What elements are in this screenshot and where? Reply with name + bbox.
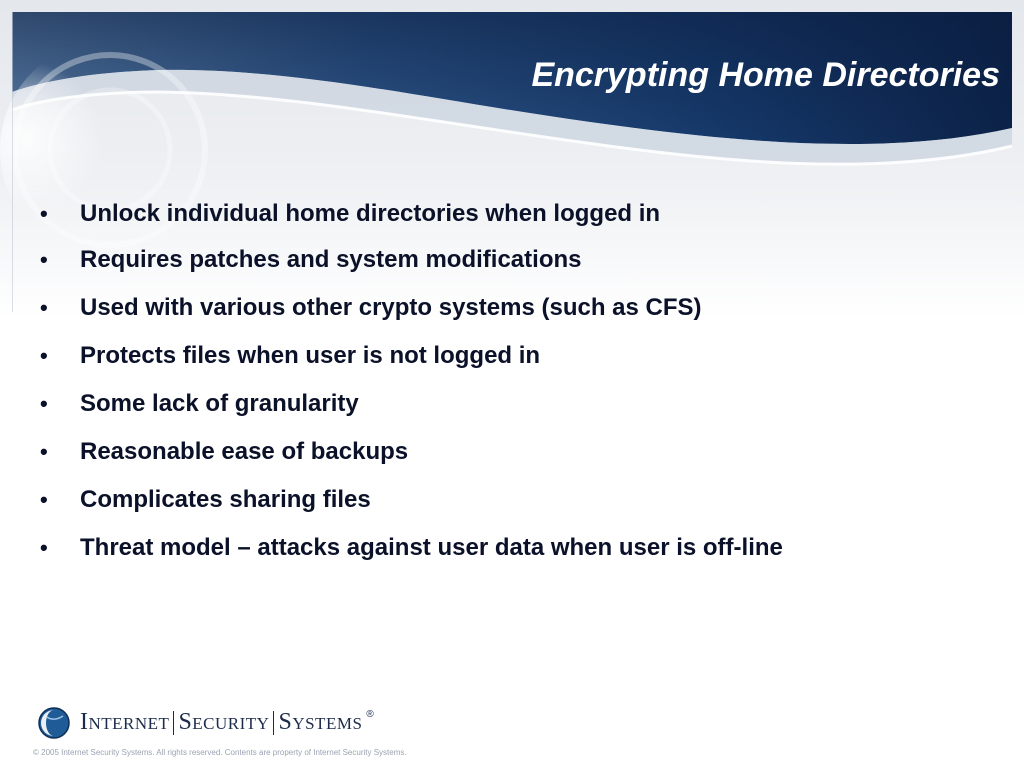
logo-word-internet: INTERNET — [80, 709, 170, 735]
list-item — [40, 342, 783, 390]
bullet-icon: • — [40, 487, 48, 512]
bullet-icon: • — [40, 535, 48, 560]
bullet-text: Protects files when user is not logged in — [80, 342, 541, 369]
bullet-icon: • — [40, 295, 48, 320]
slide-title: Encrypting Home Directories — [531, 56, 1000, 94]
iss-logo — [38, 705, 374, 741]
list-item — [40, 534, 783, 582]
list-item — [40, 200, 783, 246]
list-item — [40, 294, 783, 342]
bullet-text: Some lack of granularity — [80, 390, 359, 417]
bullet-text: Threat model – attacks against user data when user is off-line — [80, 534, 783, 561]
bullet-icon: • — [40, 247, 48, 272]
bullet-list — [40, 200, 783, 582]
registered-mark: ® — [366, 709, 374, 720]
bullet-icon: • — [40, 343, 48, 368]
bullet-text: Unlock individual home directories when logged in — [80, 200, 661, 227]
list-item — [40, 246, 783, 294]
bullet-icon: • — [40, 439, 48, 464]
list-item — [40, 486, 783, 534]
bullet-text: Complicates sharing files — [80, 486, 371, 513]
bullet-text: Requires patches and system modifications — [80, 246, 582, 273]
bullet-text: Used with various other crypto systems (such as CFS) — [80, 294, 702, 321]
bullet-text: Reasonable ease of backups — [80, 438, 409, 465]
iss-globe-icon — [38, 707, 70, 739]
copyright-notice: © 2005 Internet Security Systems. All rights reserved. Contents are property of Internet Security Systems. — [33, 748, 407, 757]
list-item — [40, 438, 783, 486]
logo-word-systems: SYSTEMS — [278, 709, 363, 735]
bullet-icon: • — [40, 201, 48, 226]
logo-word-security: SECURITY — [178, 709, 270, 735]
list-item — [40, 390, 783, 438]
bullet-icon: • — [40, 391, 48, 416]
